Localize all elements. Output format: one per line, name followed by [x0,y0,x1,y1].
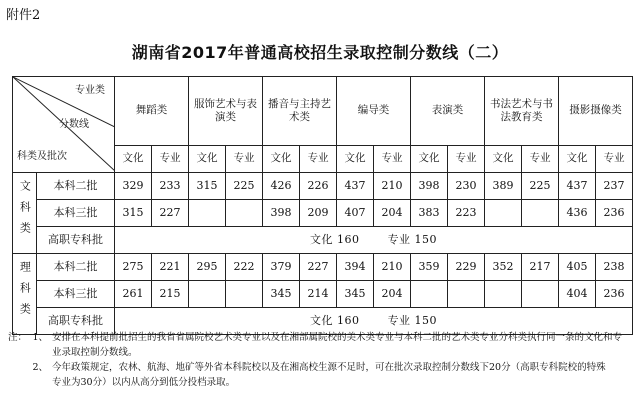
note-number: 1、 [32,332,48,343]
score-cell [485,281,522,308]
note-text: 专业为30分）以内从高分到低分投档录取。 [52,377,236,388]
score-cell [226,281,263,308]
score-cell [448,281,485,308]
score-cell: 359 [411,254,448,281]
score-cell: 295 [189,254,226,281]
score-cell: 398 [263,200,300,227]
score-cell: 261 [115,281,152,308]
score-cell: 329 [115,173,152,200]
score-cell: 204 [374,281,411,308]
score-cell: 222 [226,254,263,281]
corner-label-batch: 科类及批次 [17,151,67,162]
category-header: 书法艺术与书法教育类 [485,77,559,146]
score-cell: 404 [559,281,596,308]
culture-subheader: 文化 [485,146,522,173]
score-cell: 407 [337,200,374,227]
category-header: 表演类 [411,77,485,146]
category-header: 摄影摄像类 [559,77,633,146]
score-cell: 223 [448,200,485,227]
score-cell: 352 [485,254,522,281]
merged-major-score: 专业 150 [387,233,437,247]
note-number: 2、 [32,362,48,373]
score-cell: 227 [152,200,189,227]
batch-label: 高职专科批 [37,308,115,335]
batch-label: 本科三批 [37,200,115,227]
score-cell: 237 [596,173,633,200]
culture-subheader: 文化 [337,146,374,173]
corner-label-score: 分数线 [59,119,89,130]
score-cell: 345 [263,281,300,308]
score-cell [522,200,559,227]
score-cell: 315 [189,173,226,200]
score-cell: 233 [152,173,189,200]
subject-group-label [13,254,37,335]
score-cell: 209 [300,200,337,227]
batch-label: 高职专科批 [37,227,115,254]
score-cell: 436 [559,200,596,227]
major-subheader: 专业 [522,146,559,173]
category-header: 播音与主持艺术类 [263,77,337,146]
major-subheader: 专业 [448,146,485,173]
score-cell: 229 [448,254,485,281]
culture-subheader: 文化 [411,146,448,173]
score-cell [411,281,448,308]
score-cell: 379 [263,254,300,281]
note-text: 业录取控制分数线。 [52,347,138,358]
score-cell: 225 [226,173,263,200]
score-cell [189,281,226,308]
merged-culture-score: 文化 160 [310,314,360,328]
score-cell: 221 [152,254,189,281]
culture-subheader: 文化 [263,146,300,173]
score-cell: 236 [596,281,633,308]
table-row [13,254,633,281]
culture-subheader: 文化 [115,146,152,173]
batch-label: 本科二批 [37,254,115,281]
score-cell: 405 [559,254,596,281]
major-subheader: 专业 [374,146,411,173]
score-cell: 389 [485,173,522,200]
batch-label: 本科二批 [37,173,115,200]
subject-group-text: 文科类 [18,179,32,243]
score-cell [226,200,263,227]
score-cell: 394 [337,254,374,281]
corner-header [13,77,115,173]
score-cell [485,200,522,227]
note-text: 安排在本科提前批招生的我省省属院校艺术类专业以及在湘部属院校的美术类专业与本科二批的艺术类专业分科类执行同一条的文化和专 [52,332,623,343]
corner-label-category: 专业类 [75,85,105,96]
table-row [13,173,633,200]
table-row [13,227,633,254]
score-cell: 204 [374,200,411,227]
table-row [13,281,633,308]
major-subheader: 专业 [152,146,189,173]
score-cell: 236 [596,200,633,227]
page-title: 湖南省2017年普通高校招生录取控制分数线（二） [131,43,509,62]
notes-lead: 注： [8,332,28,343]
culture-subheader: 文化 [559,146,596,173]
score-cell: 345 [337,281,374,308]
score-cell: 210 [374,254,411,281]
major-subheader: 专业 [596,146,633,173]
major-subheader: 专业 [226,146,263,173]
subject-group-label [13,173,37,254]
score-cell: 210 [374,173,411,200]
score-cell: 214 [300,281,337,308]
score-cell: 315 [115,200,152,227]
notes-section [8,330,634,390]
category-header: 服饰艺术与表演类 [189,77,263,146]
category-header: 编导类 [337,77,411,146]
score-cell: 230 [448,173,485,200]
culture-subheader: 文化 [189,146,226,173]
score-cell: 398 [411,173,448,200]
note-text: 今年政策规定，农林、航海、地矿等外省本科院校以及在湘高校生源不足时，可在批次录取控制分数线下20分（高职专科院校的特殊 [52,362,606,373]
merged-major-score: 专业 150 [387,314,437,328]
merged-culture-score: 文化 160 [310,233,360,247]
category-header: 舞蹈类 [115,77,189,146]
score-cell: 217 [522,254,559,281]
score-cell: 227 [300,254,337,281]
score-cell: 225 [522,173,559,200]
merged-score-cell [115,227,633,254]
score-cell [189,200,226,227]
score-cell: 226 [300,173,337,200]
score-cell: 426 [263,173,300,200]
score-cell: 215 [152,281,189,308]
table-row [13,200,633,227]
major-subheader: 专业 [300,146,337,173]
subject-group-text: 理科类 [18,260,32,324]
score-table [12,76,633,335]
score-cell: 238 [596,254,633,281]
score-cell: 437 [337,173,374,200]
batch-label: 本科三批 [37,281,115,308]
score-cell: 275 [115,254,152,281]
score-cell: 437 [559,173,596,200]
score-cell: 383 [411,200,448,227]
score-cell [522,281,559,308]
attachment-label: 附件2 [6,8,41,23]
